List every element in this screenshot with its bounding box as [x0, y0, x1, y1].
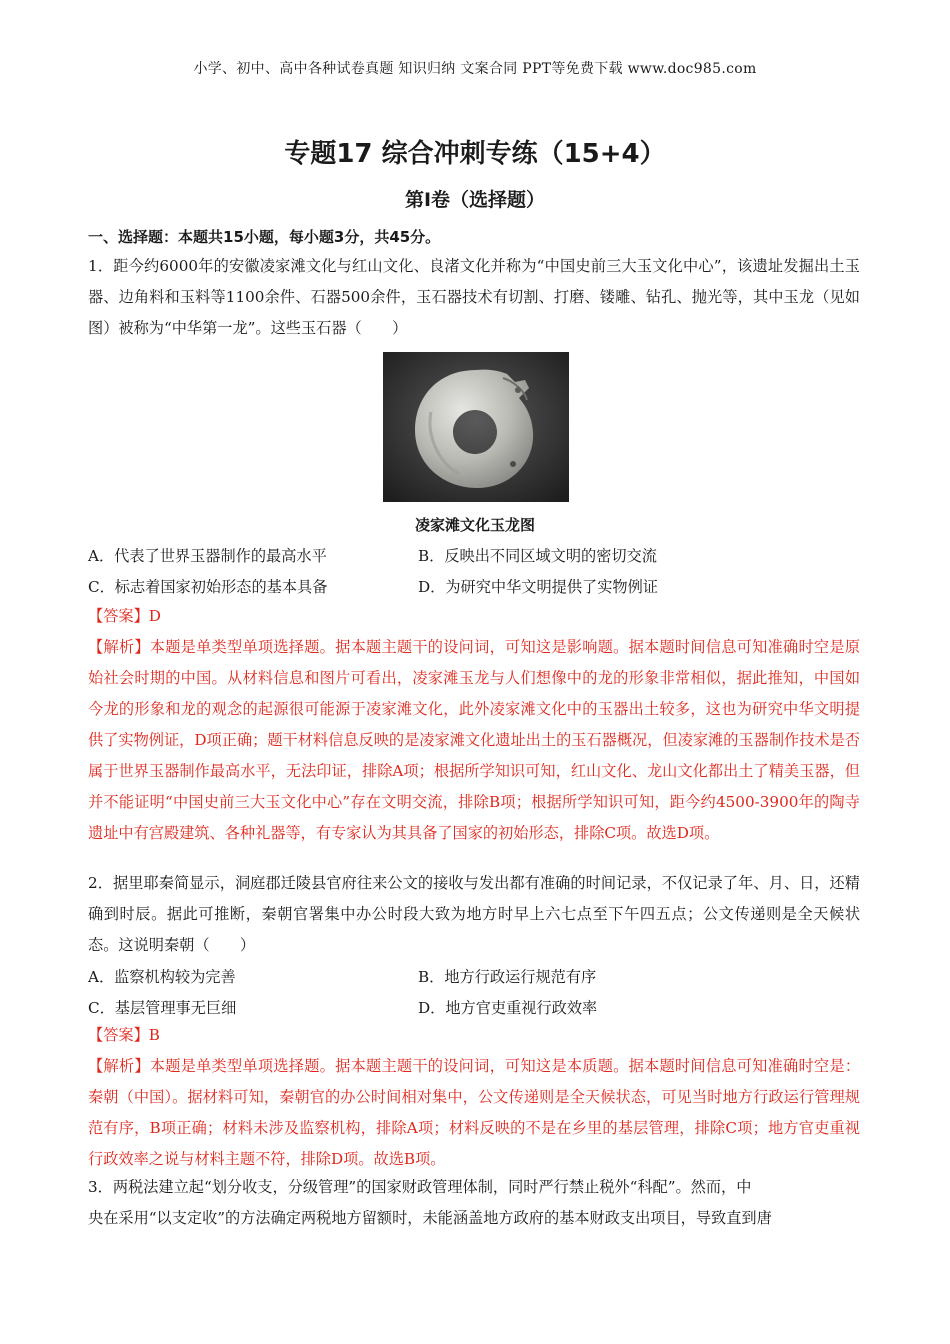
- q2-option-b: B．地方行政运行规范有序: [418, 968, 597, 986]
- figure-caption: 凌家滩文化玉龙图: [414, 516, 535, 534]
- q3-line-2: 央在采用“以支定收”的方法确定两税地方留额时，未能涵盖地方政府的基本财政支出项目，导致直到唐: [88, 1209, 772, 1227]
- section-heading: 一、选择题：本题共15小题，每小题3分，共45分。: [88, 228, 441, 246]
- q3-line-1: 3．两税法建立起“划分收支，分级管理”的国家财政管理体制，同时严行禁止税外“科配”。然而，中: [88, 1178, 752, 1196]
- q1-option-b: B．反映出不同区域文明的密切交流: [418, 547, 657, 565]
- q2-option-d: D．地方官吏重视行政效率: [418, 999, 598, 1017]
- q1-option-c: C．标志着国家初始形态的基本具备: [88, 578, 328, 596]
- q2-answer: 【答案】B: [88, 1026, 160, 1044]
- jade-dragon-figure: [383, 352, 569, 502]
- q1-option-a: A．代表了世界玉器制作的最高水平: [88, 547, 327, 565]
- q1-stem: 1．距今约6000年的安徽凌家滩文化与红山文化、良渚文化并称为“中国史前三大玉文化中心”，该遗址发掘出土玉器、边角料和玉料等1100余件、石器500余件，玉石器技术有切割、打磨、镂雕、钻孔、抛光等，其中玉龙（见如图）被称为“中华第一龙”。这些玉石器（ ）: [88, 257, 860, 337]
- q2-option-c: C．基层管理事无巨细: [88, 999, 237, 1017]
- jade-dragon-image: [383, 352, 569, 502]
- page-subtitle: 第I卷（选择题）: [404, 189, 546, 211]
- q2-analysis: 【解析】本题是单类型单项选择题。据本题主题干的设问词，可知这是本质题。据本题时间信息可知准确时空是：秦朝（中国）。据材料可知，秦朝官的办公时间相对集中，公文传递则是全天候状态，可见当时地方行政运行管理规范有序，B项正确；材料未涉及监察机构，排除A项；材料反映的不是在乡里的基层管理，排除C项；地方官吏重视行政效率之说与材料主题不符，排除D项。故选B项。: [88, 1057, 860, 1168]
- page-title: 专题17 综合冲刺专练（15+4）: [284, 139, 666, 169]
- q1-analysis: 【解析】本题是单类型单项选择题。据本题主题干的设问词，可知这是影响题。据本题时间信息可知准确时空是原始社会时期的中国。从材料信息和图片可看出，凌家滩玉龙与人们想像中的龙的形象非常相似，据此推知，中国如今龙的形象和龙的观念的起源很可能源于凌家滩文化，此外凌家滩文化中的玉器出土较多，这也为研究中华文明提供了实物例证，D项正确；题干材料信息反映的是凌家滩文化遗址出土的玉石器概况，但凌家滩的玉器制作技术是否属于世界玉器制作最高水平，无法印证，排除A项；根据所学知识可知，红山文化、龙山文化都出土了精美玉器，但并不能证明“中国史前三大玉文化中心”存在文明交流，排除B项；根据所学知识可知，距今约4500-3900年的陶寺遗址中有宫殿建筑、各种礼器等，有专家认为其具备了国家的初始形态，排除C项。故选D项。: [88, 638, 860, 842]
- q1-option-d: D．为研究中华文明提供了实物例证: [418, 578, 658, 596]
- q2-stem: 2．据里耶秦简显示，洞庭郡迁陵县官府往来公文的接收与发出都有准确的时间记录，不仅记录了年、月、日，还精确到时辰。据此可推断，秦朝官署集中办公时段大致为地方时早上六七点至下午四五点；公文传递则是全天候状态。这说明秦朝（ ）: [88, 874, 860, 954]
- q1-answer: 【答案】D: [88, 607, 161, 625]
- page-header: 小学、初中、高中各种试卷真题 知识归纳 文案合同 PPT等免费下载 www.doc985.com: [193, 61, 757, 77]
- q2-option-a: A．监察机构较为完善: [88, 968, 236, 986]
